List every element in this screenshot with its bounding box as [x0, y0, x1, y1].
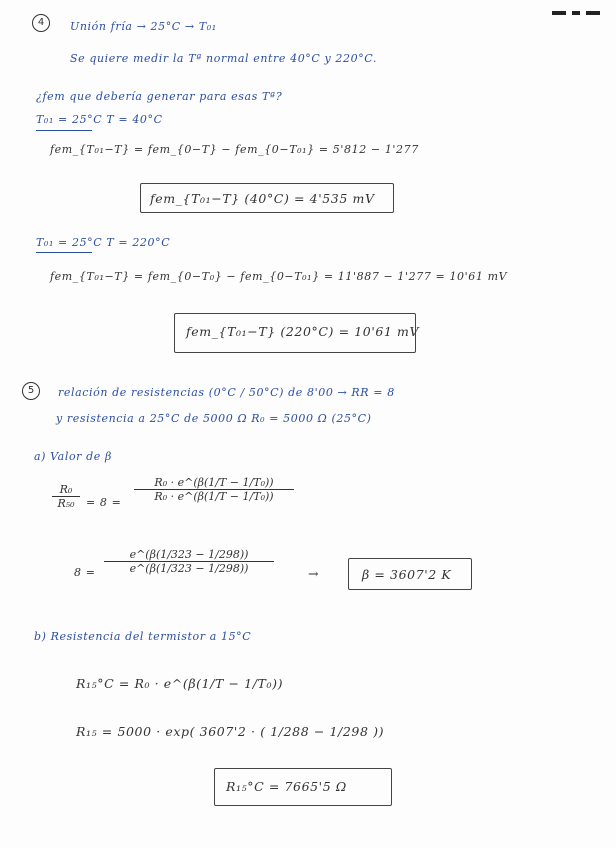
exercise-number-4: 4 [32, 14, 50, 32]
part-a-arrow: → [308, 566, 320, 581]
page-corner-marks [546, 0, 616, 6]
part-b-label: b) Resistencia del termistor a 15°C [34, 630, 252, 643]
part-b-formula: R₁₅°C = R₀ · e^(β(1/T − 1/T₀)) [76, 676, 284, 691]
exercise-5-statement-line1: relación de resistencias (0°C / 50°C) de 8'00 → RR = 8 [58, 386, 395, 399]
case2-conditions: T₀₁ = 25°C T = 220°C [36, 236, 171, 249]
part-a-eq-mid: = 8 = [86, 496, 122, 509]
exercise-4-statement: Se quiere medir la Tª normal entre 40°C y 220°C. [70, 52, 378, 65]
part-a-rhs-numerator: R₀ · e^(β(1/T − 1/T₀)) [134, 476, 294, 490]
case2-underline [36, 252, 92, 253]
case1-conditions: T₀₁ = 25°C T = 40°C [36, 113, 163, 126]
part-a-lhs-numerator: R₀ [52, 483, 80, 497]
part-a-rhs-fraction [134, 476, 294, 503]
exercise-number-5: 5 [22, 382, 40, 400]
case2-result: fem_{T₀₁−T} (220°C) = 10'61 mV [186, 324, 420, 339]
part-a-line2-lhs: 8 = [74, 566, 96, 579]
case1-result: fem_{T₀₁−T} (40°C) = 4'535 mV [150, 191, 375, 206]
part-b-substitution: R₁₅ = 5000 · exp( 3607'2 · ( 1/288 − 1/298 )) [76, 724, 385, 739]
exercise-4-question: ¿fem que debería generar para esas Tª? [36, 90, 283, 103]
case1-equation: fem_{T₀₁−T} = fem_{0−T} − fem_{0−T₀₁} = 5'812 − 1'277 [50, 143, 419, 156]
part-b-result: R₁₅°C = 7665'5 Ω [226, 779, 347, 794]
part-a-rhs-denominator: R₀ · e^(β(1/T − 1/T₀)) [154, 490, 274, 503]
part-a-line2-fraction [104, 548, 274, 575]
case2-equation: fem_{T₀₁−T} = fem_{0−T₀} − fem_{0−T₀₁} = 11'887 − 1'277 = 10'61 mV [50, 270, 508, 283]
part-a-result: β = 3607'2 K [362, 567, 452, 582]
part-a-line2-numerator: e^(β(1/323 − 1/298)) [104, 548, 274, 562]
exercise-5-statement-line2: y resistencia a 25°C de 5000 Ω R₀ = 5000 Ω (25°C) [56, 412, 372, 425]
exercise-4-title: Unión fría → 25°C → T₀₁ [70, 20, 217, 33]
part-a-lhs-denominator: R₅₀ [57, 497, 75, 510]
case1-underline [36, 130, 92, 131]
part-a-lhs-fraction [52, 483, 80, 510]
part-a-line2-denominator: e^(β(1/323 − 1/298)) [129, 562, 249, 575]
part-a-label: a) Valor de β [34, 450, 112, 463]
